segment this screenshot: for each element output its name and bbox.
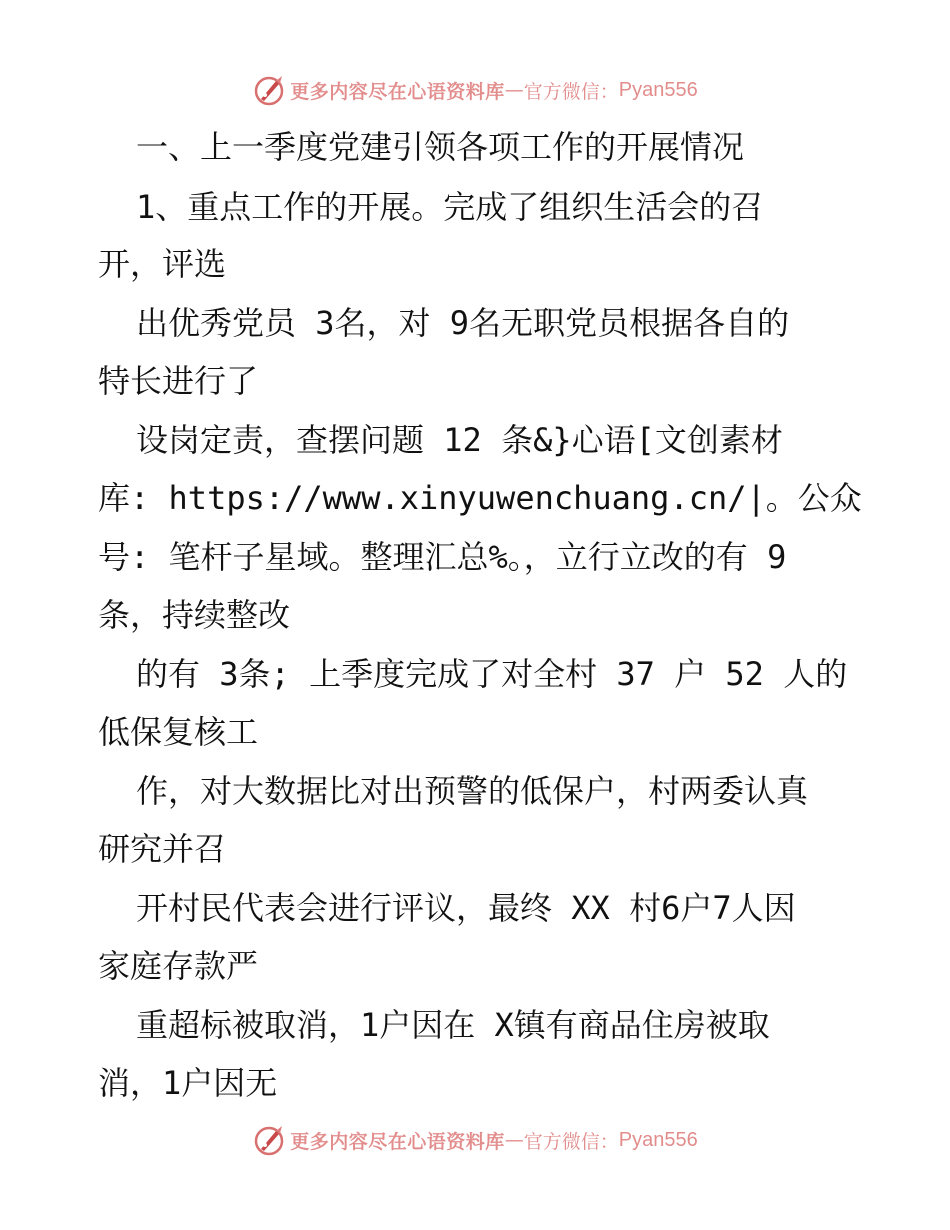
banner-wechat-label: 官方微信： [523,1130,619,1153]
text-line: 号: 笔杆子星域。整理汇总%。，立行立改的有 9 [98,538,787,576]
text-line: 的有 3条; 上季度完成了对全村 37 户 52 人的 [136,655,848,693]
banner-wechat-id: Pyan556 [618,1128,698,1151]
text-line: 特长进行了 [98,362,259,400]
document-heading: 一、上一季度党建引领各项工作的开展情况 [136,128,745,166]
text-line: 设岗定责，查摆问题 12 条&}心语[文创素材 [136,421,783,459]
text-line: 库: https://www.xinyuwenchuang.cn/|。公众 [98,479,862,517]
banner-wechat-id: Pyan556 [618,78,698,101]
banner-wechat-label: 官方微信： [523,80,619,103]
text-line: 低保复核工 [98,713,259,751]
text-line: 重超标被取消，1户因在 X镇有商品住房被取 [136,1006,770,1044]
text-line: 1、重点工作的开展。完成了组织生活会的召 [136,188,764,226]
text-line: 消，1户因无 [98,1064,278,1102]
banner-text: 更多内容尽在心语资料库 [290,1130,505,1153]
banner-separator: — [504,79,524,101]
text-line: 条，持续整改 [98,596,291,634]
text-line: 研究并召 [98,830,227,868]
text-line: 开村民代表会进行评议，最终 XX 村6户7人因 [136,889,796,927]
text-line: 作，对大数据比对出预警的低保户，村两委认真 [136,772,809,810]
header-banner [0,70,950,110]
feather-pen-logo-icon [252,73,286,107]
text-line: 家庭存款严 [98,947,259,985]
banner-text: 更多内容尽在心语资料库 [290,80,505,103]
feather-pen-logo-icon [252,1123,286,1157]
footer-banner [0,1120,950,1160]
banner-separator: — [504,1129,524,1151]
text-line: 出优秀党员 3名，对 9名无职党员根据各自的 [136,304,790,342]
text-line: 开，评选 [98,245,227,283]
